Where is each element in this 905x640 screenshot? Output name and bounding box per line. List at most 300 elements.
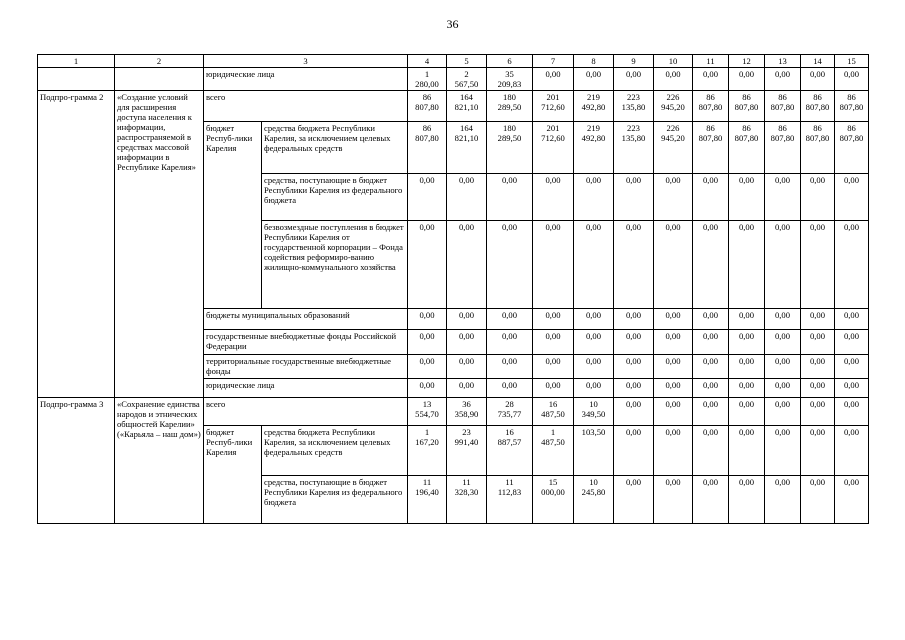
value-text: 0,00: [625, 310, 642, 320]
value-cell: [835, 68, 869, 91]
value-cell: [729, 91, 765, 122]
value-cell: [574, 174, 614, 221]
page-number: 36: [446, 17, 459, 31]
value-cell: [729, 221, 765, 309]
value-cell: [835, 122, 869, 174]
value-text: 821,10: [454, 133, 479, 143]
value-cell: [408, 355, 447, 379]
value-cell: [447, 174, 487, 221]
value-text: 945,20: [661, 102, 685, 112]
value-text: 0,00: [809, 399, 826, 409]
value-text: 0,00: [501, 356, 518, 366]
value-cell: [835, 174, 869, 221]
value-cell: [654, 476, 693, 524]
value-text: 712,60: [541, 133, 565, 143]
value-text: 0,00: [843, 427, 860, 437]
value-text: 0,00: [665, 380, 681, 390]
value-cell: [447, 330, 487, 355]
value-cell: [574, 309, 614, 330]
value-cell: [801, 174, 835, 221]
value-cell: [654, 398, 693, 426]
value-cell: [487, 426, 533, 476]
header-cell: 11: [693, 55, 729, 68]
value-cell: [408, 426, 447, 476]
budget-rk-label: бюджет Респуб-лики Карелия: [204, 122, 262, 309]
value-cell: [614, 122, 654, 174]
value-text: 0,00: [625, 427, 642, 437]
value-cell: [447, 221, 487, 309]
value-text: 0,00: [419, 310, 435, 320]
value-cell: [574, 91, 614, 122]
value-text: 0,00: [458, 380, 475, 390]
value-cell: [693, 398, 729, 426]
value-cell: [574, 221, 614, 309]
value-cell: [729, 398, 765, 426]
value-cell: [765, 91, 801, 122]
value-text: 209,83: [497, 79, 522, 89]
value-text: 807,80: [839, 102, 864, 112]
value-text: 226: [666, 123, 680, 133]
value-cell: [835, 476, 869, 524]
value-cell: [533, 476, 574, 524]
value-text: 223: [627, 92, 640, 102]
value-cell: [487, 309, 533, 330]
value-text: 887,57: [497, 437, 522, 447]
value-text: 135,80: [621, 133, 646, 143]
value-cell: [447, 309, 487, 330]
value-text: 11: [462, 477, 471, 487]
value-text: 223: [627, 123, 640, 133]
value-text: 487,50: [541, 409, 565, 419]
value-text: 0,00: [843, 331, 860, 341]
value-cell: [487, 122, 533, 174]
header-cell: 3: [204, 55, 408, 68]
value-text: 0,00: [738, 331, 755, 341]
value-text: 219: [587, 123, 600, 133]
value-text: 0,00: [809, 380, 826, 390]
value-cell: [801, 221, 835, 309]
value-text: 0,00: [738, 477, 755, 487]
value-text: 86: [778, 92, 787, 102]
value-cell: [765, 309, 801, 330]
value-text: 1: [424, 69, 430, 79]
value-text: 735,77: [497, 409, 522, 419]
value-text: 0,00: [545, 310, 561, 320]
value-cell: [408, 398, 447, 426]
value-text: 28: [505, 399, 514, 409]
funding-source-label: государственные внебюджетные фонды Российской Федерации: [204, 330, 408, 355]
value-text: 821,10: [454, 102, 479, 112]
value-text: 0,00: [625, 477, 642, 487]
program-name-cell: [115, 68, 204, 91]
value-text: 0,00: [458, 310, 475, 320]
value-text: 0,00: [501, 222, 518, 232]
value-cell: [729, 309, 765, 330]
value-text: 0,00: [809, 477, 826, 487]
value-cell: [614, 426, 654, 476]
value-text: 945,20: [661, 133, 685, 143]
value-cell: [408, 91, 447, 122]
value-text: 807,80: [839, 133, 864, 143]
value-text: 0,00: [702, 175, 719, 185]
value-cell: [693, 309, 729, 330]
funding-source-label: юридические лица: [204, 68, 408, 91]
value-text: 0,00: [585, 222, 602, 232]
value-text: 0,00: [774, 175, 791, 185]
value-text: 0,00: [774, 380, 791, 390]
value-cell: [729, 476, 765, 524]
value-cell: [487, 68, 533, 91]
value-text: 0,00: [419, 175, 435, 185]
value-text: 328,30: [454, 487, 479, 497]
value-cell: [447, 122, 487, 174]
funding-source-label: безвозмездные поступления в бюджет Республики Карелия от государственной корпорации – Фонда содействия реформиро-ванию жилищно-коммунального хозяйства: [262, 221, 408, 309]
value-cell: [487, 379, 533, 398]
value-text: 0,00: [665, 356, 681, 366]
value-cell: [533, 174, 574, 221]
value-text: 164: [460, 92, 473, 102]
value-text: 807,80: [770, 133, 795, 143]
value-text: 0,00: [809, 310, 826, 320]
value-cell: [835, 355, 869, 379]
value-cell: [801, 476, 835, 524]
value-cell: [574, 122, 614, 174]
value-cell: [408, 476, 447, 524]
value-cell: [765, 426, 801, 476]
value-cell: [729, 426, 765, 476]
value-text: 226: [666, 92, 680, 102]
value-cell: [533, 355, 574, 379]
value-cell: [574, 398, 614, 426]
value-text: 0,00: [843, 175, 860, 185]
value-text: 487,50: [541, 437, 565, 447]
value-text: 86: [742, 123, 751, 133]
value-cell: [765, 355, 801, 379]
value-cell: [533, 379, 574, 398]
value-cell: [654, 91, 693, 122]
value-text: 0,00: [774, 427, 791, 437]
value-cell: [447, 398, 487, 426]
value-text: 0,00: [458, 175, 475, 185]
value-text: 86: [422, 123, 432, 133]
value-text: 0,00: [458, 331, 475, 341]
value-text: 0,00: [665, 175, 681, 185]
value-cell: [654, 221, 693, 309]
value-cell: [693, 68, 729, 91]
program-code-cell: Подпро-грамма 3: [38, 398, 115, 524]
value-cell: [533, 68, 574, 91]
value-cell: [654, 355, 693, 379]
value-text: 0,00: [585, 331, 602, 341]
header-cell: 10: [654, 55, 693, 68]
header-cell: 14: [801, 55, 835, 68]
value-cell: [729, 355, 765, 379]
value-cell: [574, 426, 614, 476]
program-name-cell: «Сохранение единства народов и этнических общностей Карелии» («Карьяла – наш дом»): [115, 398, 204, 524]
value-cell: [533, 426, 574, 476]
value-cell: [447, 476, 487, 524]
value-cell: [574, 355, 614, 379]
value-text: 807,80: [415, 133, 439, 143]
value-cell: [447, 379, 487, 398]
value-text: 86: [422, 92, 432, 102]
value-text: 0,00: [458, 222, 475, 232]
value-cell: [765, 379, 801, 398]
value-cell: [801, 426, 835, 476]
value-text: 0,00: [702, 331, 719, 341]
funding-source-label: средства, поступающие в бюджет Республики Карелия из федерального бюджета: [262, 476, 408, 524]
value-text: 13: [422, 399, 432, 409]
value-text: 0,00: [665, 331, 681, 341]
value-text: 0,00: [738, 222, 755, 232]
value-text: 0,00: [545, 356, 561, 366]
value-cell: [693, 91, 729, 122]
header-cell: 6: [487, 55, 533, 68]
value-text: 0,00: [738, 69, 755, 79]
value-text: 10: [589, 399, 598, 409]
value-text: 167,20: [415, 437, 439, 447]
value-text: 0,00: [625, 69, 642, 79]
value-text: 492,80: [581, 133, 606, 143]
header-cell: 5: [447, 55, 487, 68]
value-cell: [693, 221, 729, 309]
value-cell: [447, 91, 487, 122]
funding-source-label: всего: [204, 398, 408, 426]
value-cell: [693, 379, 729, 398]
value-cell: [835, 426, 869, 476]
value-cell: [614, 379, 654, 398]
value-text: 807,80: [734, 102, 759, 112]
value-cell: [693, 330, 729, 355]
value-cell: [408, 379, 447, 398]
value-cell: [533, 122, 574, 174]
value-cell: [729, 330, 765, 355]
value-text: 0,00: [809, 356, 826, 366]
value-text: 0,00: [665, 427, 681, 437]
value-text: 0,00: [665, 399, 681, 409]
value-text: 0,00: [738, 380, 755, 390]
value-text: 0,00: [774, 69, 791, 79]
value-text: 35: [505, 69, 514, 79]
funding-source-label: средства бюджета Республики Карелия, за исключением целевых федеральных средств: [262, 122, 408, 174]
value-text: 554,70: [415, 409, 439, 419]
value-cell: [408, 174, 447, 221]
value-text: 16: [548, 399, 558, 409]
value-cell: [729, 122, 765, 174]
value-cell: [801, 398, 835, 426]
value-text: 000,00: [541, 487, 565, 497]
value-cell: [533, 91, 574, 122]
value-text: 0,00: [665, 69, 681, 79]
value-text: 86: [847, 123, 856, 133]
value-text: 0,00: [702, 69, 719, 79]
value-cell: [693, 426, 729, 476]
value-text: 196,40: [415, 487, 439, 497]
funding-source-label: юридические лица: [204, 379, 408, 398]
value-text: 807,80: [805, 133, 830, 143]
value-cell: [408, 330, 447, 355]
value-cell: [835, 91, 869, 122]
value-text: 0,00: [774, 310, 791, 320]
value-cell: [801, 68, 835, 91]
value-cell: [801, 122, 835, 174]
value-cell: [835, 379, 869, 398]
value-cell: [487, 398, 533, 426]
value-cell: [693, 122, 729, 174]
value-text: 0,00: [738, 427, 755, 437]
header-row: [38, 55, 869, 68]
value-text: 0,00: [419, 356, 435, 366]
value-text: 11: [422, 477, 432, 487]
value-text: 0,00: [702, 399, 719, 409]
value-text: 86: [778, 123, 787, 133]
value-text: 0,00: [843, 310, 860, 320]
value-text: 0,00: [458, 356, 475, 366]
value-text: 0,00: [419, 380, 435, 390]
funding-source-label: средства бюджета Республики Карелия, за исключением целевых федеральных средств: [262, 426, 408, 476]
value-text: 103,50: [581, 427, 606, 437]
value-text: 135,80: [621, 102, 646, 112]
value-cell: [654, 379, 693, 398]
budget-table: [37, 54, 869, 524]
value-text: 0,00: [738, 310, 755, 320]
value-text: 0,00: [501, 331, 518, 341]
header-cell: 13: [765, 55, 801, 68]
table-row: [38, 68, 869, 91]
value-text: 0,00: [419, 222, 435, 232]
value-text: 712,60: [541, 102, 565, 112]
value-text: 0,00: [625, 331, 642, 341]
value-cell: [614, 91, 654, 122]
value-text: 1: [550, 427, 556, 437]
funding-source-label: всего: [204, 91, 408, 122]
value-text: 11: [505, 477, 514, 487]
value-text: 0,00: [585, 175, 602, 185]
value-text: 0,00: [665, 222, 681, 232]
value-text: 0,00: [774, 399, 791, 409]
value-text: 0,00: [501, 380, 518, 390]
value-text: 0,00: [843, 222, 860, 232]
value-cell: [447, 355, 487, 379]
value-cell: [574, 476, 614, 524]
value-cell: [533, 309, 574, 330]
value-cell: [614, 398, 654, 426]
funding-source-label: бюджеты муниципальных образований: [204, 309, 408, 330]
value-cell: [447, 426, 487, 476]
value-cell: [729, 68, 765, 91]
program-name-cell: «Создание условий для расширения доступа населения к информации, распространяемой в средствах массовой информации в Республике Карелия»: [115, 91, 204, 398]
value-cell: [614, 309, 654, 330]
value-text: 0,00: [545, 380, 561, 390]
value-cell: [765, 174, 801, 221]
value-text: 280,00: [415, 79, 439, 89]
value-cell: [654, 68, 693, 91]
value-text: 86: [813, 92, 822, 102]
value-text: 164: [460, 123, 473, 133]
value-text: 201: [546, 123, 560, 133]
value-cell: [801, 330, 835, 355]
value-text: 807,80: [698, 102, 723, 112]
value-text: 1: [424, 427, 430, 437]
value-cell: [408, 68, 447, 91]
value-text: 0,00: [665, 477, 681, 487]
value-cell: [765, 476, 801, 524]
value-text: 0,00: [702, 380, 719, 390]
value-cell: [533, 221, 574, 309]
value-cell: [614, 476, 654, 524]
value-text: 0,00: [843, 477, 860, 487]
value-cell: [765, 221, 801, 309]
value-text: 0,00: [809, 222, 826, 232]
value-cell: [801, 355, 835, 379]
value-cell: [801, 91, 835, 122]
value-text: 358,90: [454, 409, 479, 419]
value-cell: [835, 309, 869, 330]
value-text: 0,00: [585, 356, 602, 366]
value-cell: [614, 174, 654, 221]
value-cell: [729, 174, 765, 221]
value-text: 219: [587, 92, 600, 102]
value-text: 0,00: [419, 331, 435, 341]
value-text: 492,80: [581, 102, 606, 112]
value-text: 0,00: [545, 175, 561, 185]
value-cell: [487, 355, 533, 379]
value-text: 0,00: [774, 356, 791, 366]
value-cell: [533, 330, 574, 355]
value-text: 0,00: [501, 310, 518, 320]
value-text: 86: [706, 92, 715, 102]
value-cell: [408, 122, 447, 174]
value-text: 807,80: [698, 133, 723, 143]
value-cell: [654, 309, 693, 330]
value-text: 36: [462, 399, 471, 409]
value-text: 0,00: [545, 331, 561, 341]
value-text: 0,00: [702, 222, 719, 232]
funding-source-label: территориальные государственные внебюджетные фонды: [204, 355, 408, 379]
value-text: 0,00: [501, 175, 518, 185]
header-cell: 4: [408, 55, 447, 68]
value-text: 289,50: [497, 133, 522, 143]
program-code-cell: Подпро-грамма 2: [38, 91, 115, 398]
value-text: 0,00: [809, 69, 826, 79]
value-cell: [835, 398, 869, 426]
header-cell: 9: [614, 55, 654, 68]
value-cell: [533, 398, 574, 426]
funding-source-label: средства, поступающие в бюджет Республики Карелия из федерального бюджета: [262, 174, 408, 221]
value-text: 807,80: [734, 133, 759, 143]
value-cell: [765, 68, 801, 91]
value-text: 0,00: [545, 69, 561, 79]
value-text: 0,00: [843, 399, 860, 409]
value-cell: [765, 398, 801, 426]
value-text: 0,00: [702, 356, 719, 366]
value-cell: [487, 174, 533, 221]
value-text: 0,00: [545, 222, 561, 232]
value-cell: [614, 355, 654, 379]
value-text: 0,00: [738, 175, 755, 185]
value-cell: [487, 330, 533, 355]
value-cell: [408, 309, 447, 330]
value-text: 0,00: [702, 477, 719, 487]
value-cell: [693, 174, 729, 221]
value-cell: [447, 68, 487, 91]
value-text: 991,40: [454, 437, 479, 447]
header-cell: 2: [115, 55, 204, 68]
value-text: 0,00: [665, 310, 681, 320]
value-cell: [487, 221, 533, 309]
value-text: 23: [462, 427, 471, 437]
value-text: 10: [589, 477, 598, 487]
